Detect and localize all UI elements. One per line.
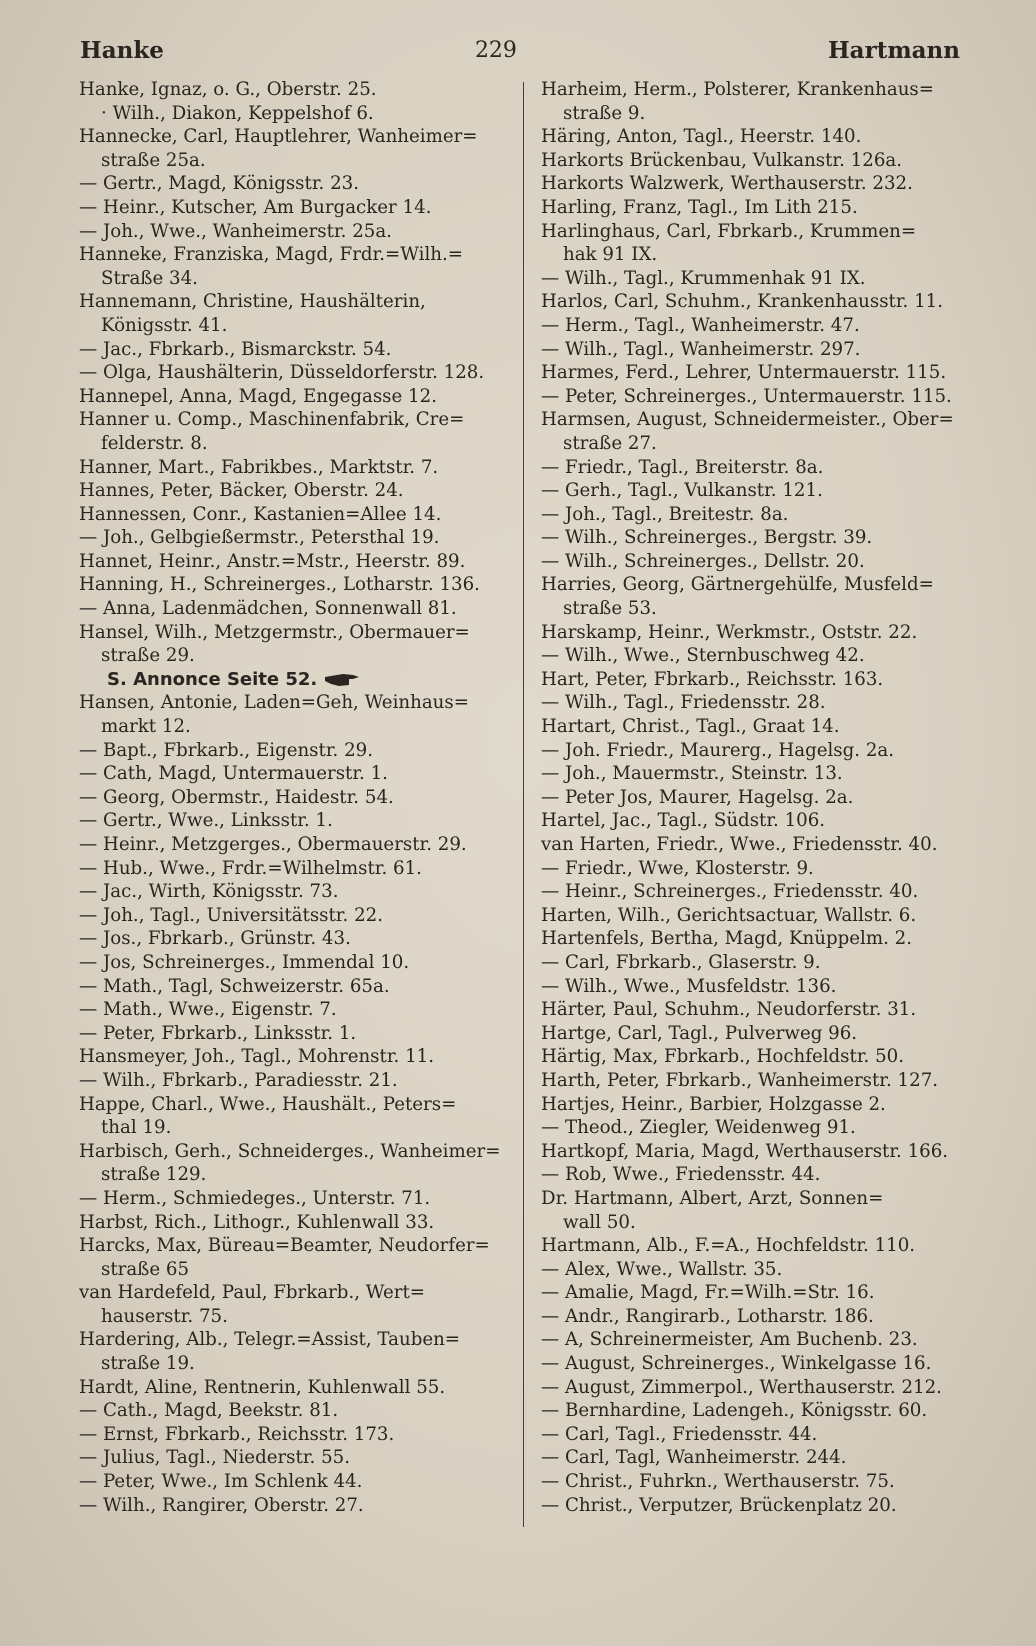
entry-text: Hannepel, Anna, Magd, Engegasse 12. — [79, 385, 437, 407]
directory-entry-line — [541, 314, 973, 338]
directory-entry-line — [541, 526, 973, 550]
entry-text: · Wilh., Diakon, Keppelshof 6. — [101, 102, 374, 124]
entry-text: — Jac., Wirth, Königsstr. 73. — [79, 881, 339, 903]
directory-entry-line — [541, 503, 973, 527]
entry-text: — Wilh., Wwe., Sternbuschweg 42. — [541, 645, 865, 667]
directory-entry-line — [79, 385, 511, 409]
directory-entry-line — [541, 78, 973, 102]
directory-entry-line — [79, 809, 511, 833]
directory-entry-line — [79, 739, 511, 763]
directory-entry-line — [79, 691, 511, 715]
directory-entry-line — [79, 715, 511, 739]
entry-text: — Joh. Friedr., Maurerg., Hagelsg. 2a. — [541, 739, 895, 761]
directory-entry-line — [541, 691, 973, 715]
directory-entry-line — [79, 503, 511, 527]
directory-entry-line — [79, 1470, 511, 1494]
entry-text: — Hub., Wwe., Frdr.=Wilhelmstr. 61. — [79, 857, 422, 879]
page-number: 229 — [474, 37, 517, 63]
directory-entry-line — [541, 573, 973, 597]
entry-text: hak 91 IX. — [563, 244, 658, 266]
directory-entry-line — [79, 456, 511, 480]
entry-text: Härter, Paul, Schuhm., Neudorferstr. 31. — [541, 999, 917, 1021]
directory-entry-line — [79, 998, 511, 1022]
entry-text: — Peter Jos, Maurer, Hagelsg. 2a. — [541, 786, 854, 808]
directory-entry-line — [541, 1281, 973, 1305]
entry-text: Hannecke, Carl, Hauptlehrer, Wanheimer= — [79, 126, 478, 148]
entry-text: straße 129. — [101, 1164, 207, 1186]
entry-text: Harling, Franz, Tagl., Im Lith 215. — [541, 196, 858, 218]
directory-entry-line — [79, 1352, 511, 1376]
entry-text: Harlinghaus, Carl, Fbrkarb., Krummen= — [541, 220, 917, 242]
directory-entry-line — [79, 833, 511, 857]
directory-entry-line — [541, 1399, 973, 1423]
entry-text: — Friedr., Tagl., Breiterstr. 8a. — [541, 456, 824, 478]
entry-text: — Gertr., Magd, Königsstr. 23. — [79, 173, 359, 195]
entry-text: Happe, Charl., Wwe., Haushält., Peters= — [79, 1093, 457, 1115]
directory-entry-line — [79, 762, 511, 786]
directory-entry-line — [79, 880, 511, 904]
directory-entry-line — [79, 1258, 511, 1282]
directory-entry-line — [541, 1022, 973, 1046]
directory-entry-line — [79, 243, 511, 267]
directory-entry-line — [79, 78, 511, 102]
directory-entry-line — [541, 1423, 973, 1447]
directory-entry-line — [541, 786, 973, 810]
entry-text: — Wilh., Schreinerges., Dellstr. 20. — [541, 550, 865, 572]
directory-entry-line — [541, 1093, 973, 1117]
entry-text: — Georg, Obermstr., Haidestr. 54. — [79, 786, 394, 808]
entry-text: Hart, Peter, Fbrkarb., Reichsstr. 163. — [541, 668, 884, 690]
entry-text: — Peter, Wwe., Im Schlenk 44. — [79, 1471, 363, 1493]
page-header — [80, 30, 960, 70]
directory-entry-line — [79, 432, 511, 456]
directory-entry-line — [79, 290, 511, 314]
directory-entry-line — [79, 1446, 511, 1470]
annonce-reference — [79, 668, 511, 692]
directory-entry-line — [541, 196, 973, 220]
entry-text: Hanner u. Comp., Maschinenfabrik, Cre= — [79, 409, 465, 431]
directory-entry-line — [79, 1328, 511, 1352]
column-divider — [523, 82, 524, 1527]
directory-entry-line — [541, 597, 973, 621]
entry-text: — Math., Wwe., Eigenstr. 7. — [79, 999, 337, 1021]
entry-text: — Math., Tagl, Schweizerstr. 65a. — [79, 975, 390, 997]
entry-text: — Jac., Fbrkarb., Bismarckstr. 54. — [79, 338, 392, 360]
directory-entry-line — [79, 149, 511, 173]
entry-text: — Wilh., Tagl., Friedensstr. 28. — [541, 692, 826, 714]
entry-text: Hansen, Antonie, Laden=Geh, Weinhaus= — [79, 692, 469, 714]
directory-entry-line — [541, 102, 973, 126]
entry-text: van Hardefeld, Paul, Fbrkarb., Wert= — [79, 1282, 426, 1304]
header-right-keyword: Hartmann — [827, 36, 960, 64]
directory-entry-line — [79, 1376, 511, 1400]
entry-text: — August, Schreinerges., Winkelgasse 16. — [541, 1353, 932, 1375]
directory-entry-line — [541, 1376, 973, 1400]
entry-text: — Joh., Tagl., Universitätsstr. 22. — [79, 904, 383, 926]
directory-entry-line — [79, 1069, 511, 1093]
directory-entry-line — [541, 998, 973, 1022]
directory-entry-line — [79, 102, 511, 126]
directory-entry-line — [79, 857, 511, 881]
directory-entry-line — [79, 573, 511, 597]
directory-entry-line — [541, 456, 973, 480]
directory-entry-line — [541, 975, 973, 999]
entry-text: — Joh., Tagl., Breitestr. 8a. — [541, 503, 789, 525]
directory-entry-line — [79, 1234, 511, 1258]
directory-entry-line — [541, 1069, 973, 1093]
entry-text: Dr. Hartmann, Albert, Arzt, Sonnen= — [541, 1187, 884, 1209]
entry-text: markt 12. — [101, 716, 191, 738]
directory-entry-line — [79, 1494, 511, 1518]
directory-entry-line — [79, 1281, 511, 1305]
entry-text: — Carl, Tagl, Wanheimerstr. 244. — [541, 1447, 847, 1469]
entry-text: — Heinr., Schreinerges., Friedensstr. 40. — [541, 881, 919, 903]
directory-entry-line — [79, 526, 511, 550]
entry-text: Härtig, Max, Fbrkarb., Hochfeldstr. 50. — [541, 1046, 905, 1068]
directory-entry-line — [541, 1211, 973, 1235]
directory-entry-line — [79, 172, 511, 196]
directory-entry-line — [541, 267, 973, 291]
directory-entry-line — [541, 338, 973, 362]
directory-entry-line — [79, 1140, 511, 1164]
directory-entry-line — [79, 1045, 511, 1069]
directory-entry-line — [541, 1140, 973, 1164]
directory-entry-line — [79, 125, 511, 149]
directory-entry-line — [541, 172, 973, 196]
directory-entry-line — [541, 927, 973, 951]
entry-text: — Andr., Rangirarb., Lotharstr. 186. — [541, 1305, 874, 1327]
directory-entry-line — [79, 904, 511, 928]
entry-text: — Cath, Magd, Untermauerstr. 1. — [79, 763, 388, 785]
entry-text: Hartge, Carl, Tagl., Pulverweg 96. — [541, 1022, 858, 1044]
entry-text: Hardering, Alb., Telegr.=Assist, Tauben= — [79, 1329, 461, 1351]
entry-text: Harskamp, Heinr., Werkmstr., Oststr. 22. — [541, 621, 918, 643]
directory-entry-line — [541, 809, 973, 833]
directory-entry-line — [79, 479, 511, 503]
entry-text: — Rob, Wwe., Friedensstr. 44. — [541, 1164, 821, 1186]
directory-entry-line — [79, 1093, 511, 1117]
directory-entry-line — [79, 786, 511, 810]
entry-text: — Theod., Ziegler, Weidenweg 91. — [541, 1117, 856, 1139]
directory-entry-line — [541, 1163, 973, 1187]
directory-entry-line — [79, 220, 511, 244]
entry-text: Harkorts Brückenbau, Vulkanstr. 126a. — [541, 149, 903, 171]
entry-text: Harheim, Herm., Polsterer, Krankenhaus= — [541, 79, 934, 100]
entry-text: straße 19. — [101, 1353, 195, 1375]
entry-text: — Heinr., Kutscher, Am Burgacker 14. — [79, 196, 432, 218]
entry-text: — Christ., Fuhrkn., Werthauserstr. 75. — [541, 1471, 895, 1493]
directory-entry-line — [79, 1211, 511, 1235]
entry-text: — Julius, Tagl., Niederstr. 55. — [79, 1447, 350, 1469]
directory-entry-line — [79, 1423, 511, 1447]
directory-entry-line — [79, 1305, 511, 1329]
entry-text: — Joh., Wwe., Wanheimerstr. 25a. — [79, 220, 392, 242]
directory-entry-line — [541, 149, 973, 173]
entry-text: — Jos, Schreinerges., Immendal 10. — [79, 951, 410, 973]
entry-text: Hanke, Ignaz, o. G., Oberstr. 25. — [79, 79, 377, 100]
directory-entry-line — [79, 975, 511, 999]
entry-text: straße 29. — [101, 645, 195, 667]
entry-text: Harcks, Max, Büreau=Beamter, Neudorfer= — [79, 1235, 490, 1257]
entry-text: Hansmeyer, Joh., Tagl., Mohrenstr. 11. — [79, 1046, 434, 1068]
directory-entry-line — [79, 550, 511, 574]
entry-text: — Gerh., Tagl., Vulkanstr. 121. — [541, 480, 823, 502]
entry-text: Harlos, Carl, Schuhm., Krankenhausstr. 11. — [541, 291, 944, 313]
entry-text: — Anna, Ladenmädchen, Sonnenwall 81. — [79, 598, 457, 620]
entry-text: straße 9. — [563, 102, 646, 124]
directory-entry-line — [541, 220, 973, 244]
entry-text: — Joh., Gelbgießermstr., Petersthal 19. — [79, 527, 440, 549]
entry-text: straße 65 — [101, 1258, 190, 1280]
entry-text: — August, Zimmerpol., Werthauserstr. 212. — [541, 1376, 942, 1398]
entry-text: — Peter, Fbrkarb., Linksstr. 1. — [79, 1022, 357, 1044]
entry-text: Hanner, Mart., Fabrikbes., Marktstr. 7. — [79, 456, 439, 478]
entry-text: — Wilh., Fbrkarb., Paradiesstr. 21. — [79, 1069, 398, 1091]
directory-entry-line — [79, 621, 511, 645]
right-column — [541, 78, 973, 1517]
entry-text: — Carl, Tagl., Friedensstr. 44. — [541, 1423, 818, 1445]
directory-entry-line — [79, 408, 511, 432]
entry-text: — Joh., Mauermstr., Steinstr. 13. — [541, 763, 843, 785]
entry-text: — Heinr., Metzgerges., Obermauerstr. 29. — [79, 834, 467, 855]
entry-text: — Christ., Verputzer, Brückenplatz 20. — [541, 1494, 897, 1516]
entry-text: straße 53. — [563, 598, 657, 620]
entry-text: — Wilh., Tagl., Wanheimerstr. 297. — [541, 338, 861, 360]
directory-entry-line — [541, 644, 973, 668]
entry-text: van Harten, Friedr., Wwe., Friedensstr. 40. — [541, 834, 938, 855]
directory-entry-line — [541, 668, 973, 692]
directory-entry-line — [79, 927, 511, 951]
entry-text: Hansel, Wilh., Metzgermstr., Obermauer= — [79, 621, 470, 643]
entry-text: — Friedr., Wwe, Klosterstr. 9. — [541, 857, 814, 879]
entry-text: — A, Schreinermeister, Am Buchenb. 23. — [541, 1329, 918, 1351]
entry-text: — Wilh., Schreinerges., Bergstr. 39. — [541, 527, 873, 549]
directory-entry-line — [541, 1187, 973, 1211]
entry-text: — Bapt., Fbrkarb., Eigenstr. 29. — [79, 739, 374, 761]
directory-entry-line — [541, 1234, 973, 1258]
entry-text: Hannessen, Conr., Kastanien=Allee 14. — [79, 503, 442, 525]
entry-text: Harbst, Rich., Lithogr., Kuhlenwall 33. — [79, 1211, 435, 1233]
entry-text: — Herm., Tagl., Wanheimerstr. 47. — [541, 314, 860, 336]
entry-text: Hartart, Christ., Tagl., Graat 14. — [541, 716, 840, 738]
entry-text: — Alex, Wwe., Wallstr. 35. — [541, 1258, 783, 1280]
entry-text: Hanneke, Franziska, Magd, Frdr.=Wilh.= — [79, 244, 463, 266]
directory-entry-line — [79, 361, 511, 385]
entry-text: S. Annonce Seite 52. — [107, 668, 318, 690]
entry-text: Harmsen, August, Schneidermeister., Ober= — [541, 409, 954, 431]
directory-entry-line — [541, 1305, 973, 1329]
entry-text: — Peter, Schreinerges., Untermauerstr. 115. — [541, 385, 952, 407]
directory-entry-line — [541, 243, 973, 267]
entry-text: — Bernhardine, Ladengeh., Königsstr. 60. — [541, 1400, 928, 1422]
entry-text: Hartenfels, Bertha, Magd, Knüppelm. 2. — [541, 928, 912, 950]
entry-text: Harbisch, Gerh., Schneiderges., Wanheimer= — [79, 1140, 501, 1162]
pointing-hand-icon — [323, 672, 361, 688]
directory-entry-line — [541, 1494, 973, 1518]
entry-text: Hartmann, Alb., F.=A., Hochfeldstr. 110. — [541, 1235, 916, 1257]
entry-text: Harten, Wilh., Gerichtsactuar, Wallstr. 6. — [541, 904, 917, 926]
directory-entry-line — [79, 338, 511, 362]
directory-entry-line — [541, 479, 973, 503]
entry-text: Hardt, Aline, Rentnerin, Kuhlenwall 55. — [79, 1376, 446, 1398]
directory-entry-line — [541, 951, 973, 975]
entry-text: — Carl, Fbrkarb., Glaserstr. 9. — [541, 951, 821, 973]
entry-text: — Ernst, Fbrkarb., Reichsstr. 173. — [79, 1423, 395, 1445]
directory-entry-line — [541, 1045, 973, 1069]
directory-entry-line — [541, 762, 973, 786]
entry-text: hauserstr. 75. — [101, 1305, 228, 1327]
entry-text: thal 19. — [101, 1117, 172, 1139]
directory-entry-line — [541, 904, 973, 928]
entry-text: — Gertr., Wwe., Linksstr. 1. — [79, 810, 333, 832]
directory-entry-line — [541, 1470, 973, 1494]
directory-entry-line — [541, 550, 973, 574]
directory-entry-line — [79, 196, 511, 220]
directory-entry-line — [79, 314, 511, 338]
directory-entry-line — [541, 432, 973, 456]
entry-text: Hartkopf, Maria, Magd, Werthauserstr. 166. — [541, 1140, 949, 1162]
directory-entry-line — [541, 361, 973, 385]
directory-entry-line — [541, 1116, 973, 1140]
entry-text: — Jos., Fbrkarb., Grünstr. 43. — [79, 928, 351, 950]
entry-text: — Wilh., Rangirer, Oberstr. 27. — [79, 1494, 364, 1516]
directory-entry-line — [541, 125, 973, 149]
entry-text: straße 27. — [563, 432, 657, 454]
entry-text: Königsstr. 41. — [101, 314, 228, 336]
left-column — [79, 78, 511, 1517]
directory-entry-line — [79, 1022, 511, 1046]
directory-entry-line — [79, 1163, 511, 1187]
directory-entry-line — [79, 1116, 511, 1140]
directory-entry-line — [541, 1328, 973, 1352]
directory-entry-line — [541, 408, 973, 432]
directory-entry-line — [79, 644, 511, 668]
directory-entry-line — [541, 621, 973, 645]
directory-entry-line — [541, 1258, 973, 1282]
entry-text: — Wilh., Wwe., Musfeldstr. 136. — [541, 975, 837, 997]
entry-text: — Wilh., Tagl., Krummenhak 91 IX. — [541, 267, 866, 289]
directory-entry-line — [79, 951, 511, 975]
directory-entry-line — [541, 833, 973, 857]
entry-text: Hannemann, Christine, Haushälterin, — [79, 291, 426, 313]
entry-text: Hartjes, Heinr., Barbier, Holzgasse 2. — [541, 1093, 886, 1115]
entry-text: wall 50. — [563, 1211, 636, 1233]
entry-text: Hartel, Jac., Tagl., Südstr. 106. — [541, 810, 826, 832]
directory-entry-line — [541, 715, 973, 739]
entry-text: straße 25a. — [101, 149, 206, 171]
entry-text: — Olga, Haushälterin, Düsseldorferstr. 128. — [79, 362, 485, 384]
directory-entry-line — [541, 290, 973, 314]
directory-entry-line — [79, 267, 511, 291]
directory-entry-line — [541, 1446, 973, 1470]
directory-entry-line — [79, 597, 511, 621]
entry-text: Straße 34. — [101, 267, 198, 289]
directory-entry-line — [541, 880, 973, 904]
directory-entry-line — [79, 1187, 511, 1211]
directory-entry-line — [541, 1352, 973, 1376]
entry-text: Hannet, Heinr., Anstr.=Mstr., Heerstr. 89. — [79, 550, 466, 572]
directory-entry-line — [541, 739, 973, 763]
entry-text: Häring, Anton, Tagl., Heerstr. 140. — [541, 126, 862, 148]
entry-text: Harries, Georg, Gärtnergehülfe, Musfeld= — [541, 574, 934, 596]
entry-text: — Amalie, Magd, Fr.=Wilh.=Str. 16. — [541, 1282, 875, 1304]
entry-text: — Cath., Magd, Beekstr. 81. — [79, 1400, 339, 1422]
directory-entry-line — [79, 1399, 511, 1423]
header-left-keyword: Hanke — [80, 36, 164, 64]
entry-text: — Herm., Schmiedeges., Unterstr. 71. — [79, 1187, 431, 1209]
entry-text: Harmes, Ferd., Lehrer, Untermauerstr. 115. — [541, 362, 947, 384]
entry-text: felderstr. 8. — [101, 432, 208, 454]
directory-entry-line — [541, 857, 973, 881]
directory-entry-line — [541, 385, 973, 409]
entry-text: Hanning, H., Schreinerges., Lotharstr. 136. — [79, 574, 480, 596]
entry-text: Harth, Peter, Fbrkarb., Wanheimerstr. 127. — [541, 1069, 939, 1091]
entry-text: Hannes, Peter, Bäcker, Oberstr. 24. — [79, 480, 404, 502]
entry-text: Harkorts Walzwerk, Werthauserstr. 232. — [541, 173, 913, 195]
